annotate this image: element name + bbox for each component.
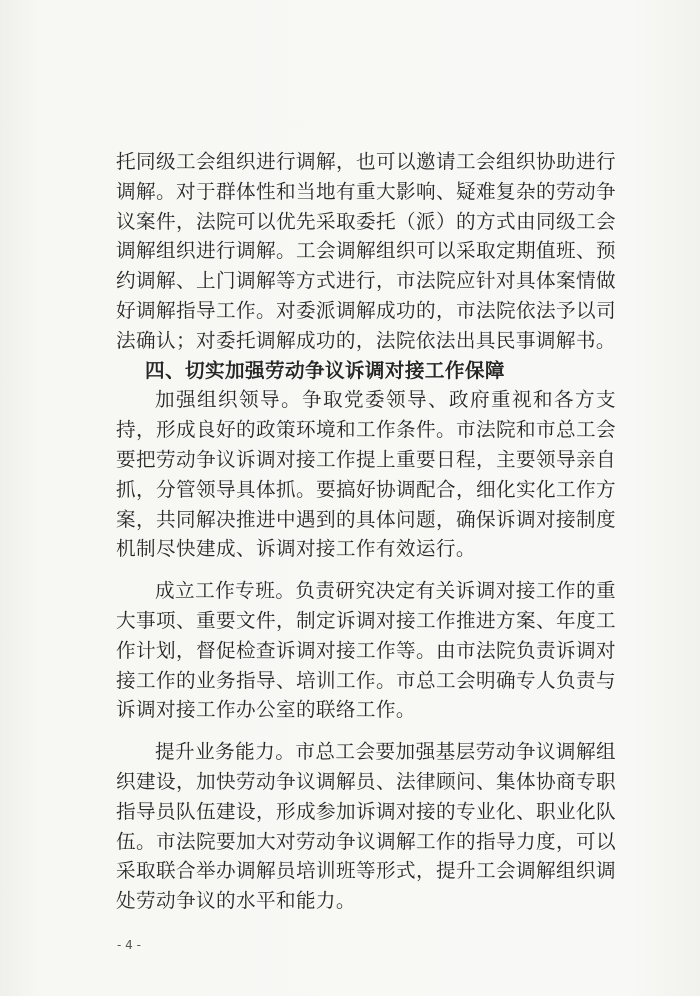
page-number: - 4 - <box>117 938 141 952</box>
document-body <box>116 147 616 916</box>
paragraph-business-capability: 提升业务能力。市总工会要加强基层劳动争议调解组织建设，加快劳动争议调解员、法律顾问、集体协商专职指导员队伍建设，形成参加诉调对接的专业化、职业化队伍。市法院要加大对劳动争议调解工作的指导力度，可以采取联合举办调解员培训班等形式，提升工会调解组织调处劳动争议的水平和能力。 <box>116 740 616 913</box>
section-heading-4: 四、切实加强劳动争议诉调对接工作保障 <box>145 358 505 382</box>
paragraph-work-team: 成立工作专班。负责研究决定有关诉调对接工作的重大事项、重要文件，制定诉调对接工作推进方案、年度工作计划，督促检查诉调对接工作等。由市法院负责诉调对接工作的业务指导、培训工作。市总工会明确专人负责与诉调对接工作办公室的联络工作。 <box>116 579 616 722</box>
paragraph-continued: 托同级工会组织进行调解，也可以邀请工会组织协助进行调解。对于群体性和当地有重大影响、疑难复杂的劳动争议案件，法院可以优先采取委托（派）的方式由同级工会调解组织进行调解。工会调解组织可以采取定期值班、预约调解、上门调解等方式进行，市法院应针对具体案情做好调解指导工作。对委派调解成功的，市法院依法予以司法确认；对委托调解成功的，法院依法出具民事调解书。 <box>116 150 616 352</box>
paragraph-organization-leadership: 加强组织领导。争取党委领导、政府重视和各方支持，形成良好的政策环境和工作条件。市法院和市总工会要把劳动争议诉调对接工作提上重要日程，主要领导亲自抓，分管领导具体抓。要搞好协调配合，细化实化工作方案，共同解决推进中遇到的具体问题，确保诉调对接制度机制尽快建成、诉调对接工作有效运行。 <box>116 388 616 561</box>
